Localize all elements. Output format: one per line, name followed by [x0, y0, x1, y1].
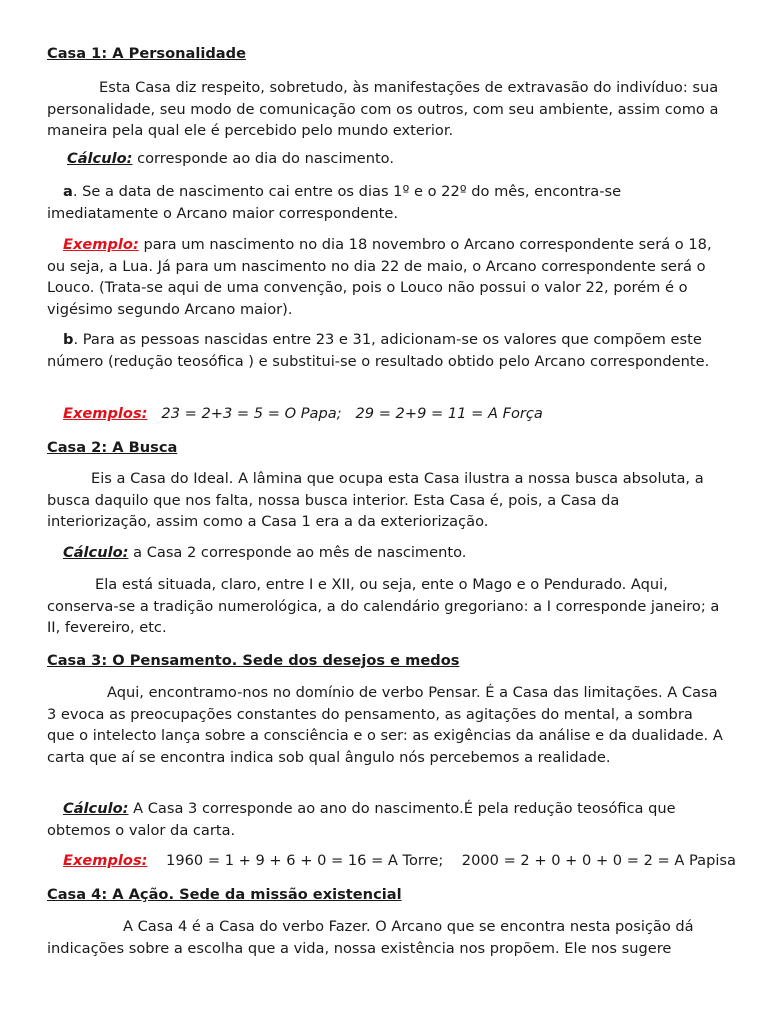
- casa3-calculo: [47, 798, 723, 841]
- calculo-label: Cálculo:: [67, 150, 133, 167]
- exemplos-label: Exemplos:: [63, 852, 148, 869]
- exemplo-text: para um nascimento no dia 18 novembro o Arcano correspondente será o 18, ou seja, a Lua. Já para um nascimento no dia 22 de maio, o Arcano correspondente será o Louco. (Trata-se aqui de uma convenção, pois o Louco não possui o valor 22, porém é o vigésimo segundo Arcano maior).: [47, 236, 712, 318]
- exemplos-text: 23 = 2+3 = 5 = O Papa; 29 = 2+9 = 11 = A Força: [161, 405, 543, 422]
- rule-a-marker: a: [63, 183, 73, 200]
- calculo-text: A Casa 3 corresponde ao ano do nascimento.É pela redução teosófica que obtemos o valor da carta.: [47, 800, 676, 839]
- casa2-detail: Ela está situada, claro, entre I e XII, ou seja, ente o Mago e o Pendurado. Aqui, conserva-se a tradição numerológica, a do calendário gregoriano: a I corresponde janeiro; a II, fevereiro, etc.: [47, 576, 720, 636]
- casa3-heading: Casa 3: O Pensamento. Sede dos desejos e medos: [47, 652, 460, 669]
- rule-b-marker: b: [63, 331, 74, 348]
- casa1-intro: Esta Casa diz respeito, sobretudo, às manifestações de extravasão do indivíduo: sua personalidade, seu modo de comunicação com os outros, com seu ambiente, assim como a maneira pela qual ele é percebido pelo mundo exterior.: [47, 79, 719, 139]
- calculo-label: Cálculo:: [63, 800, 129, 817]
- casa2-calculo: [47, 542, 723, 564]
- casa3-intro: Aqui, encontramo-nos no domínio de verbo Pensar. É a Casa das limitações. A Casa 3 evoca as preocupações constantes do pensamento, as agitações do mental, a sombra que o intelecto lança sobre a consciência e o ser: as exigências da análise e da dualidade. A carta que aí se encontra indica sob qual ângulo nós percebemos a realidade.: [47, 684, 723, 766]
- calculo-text: corresponde ao dia do nascimento.: [132, 150, 394, 167]
- casa2-intro: Eis a Casa do Ideal. A lâmina que ocupa esta Casa ilustra a nossa busca absoluta, a busca daquilo que nos falta, nossa busca interior. Esta Casa é, pois, a Casa da interiorização, assim como a Casa 1 era a da exteriorização.: [47, 470, 704, 530]
- casa1-rule-b: [47, 329, 723, 372]
- casa4-heading: Casa 4: A Ação. Sede da missão existencial: [47, 886, 402, 903]
- casa2-heading: Casa 2: A Busca: [47, 439, 178, 456]
- casa4-intro: A Casa 4 é a Casa do verbo Fazer. O Arcano que se encontra nesta posição dá indicações sobre a escolha que a vida, nossa existência nos propõem. Ele nos sugere: [47, 918, 694, 957]
- rule-a-text: . Se a data de nascimento cai entre os dias 1º e o 22º do mês, encontra-se imediatamente o Arcano maior correspondente.: [47, 183, 622, 222]
- casa3-exemplos: [47, 850, 736, 872]
- exemplos-label: Exemplos:: [63, 405, 148, 422]
- casa1-exemplo: [47, 234, 723, 320]
- rule-b-text: . Para as pessoas nascidas entre 23 e 31, adicionam-se os valores que compõem este número (redução teosófica ) e substitui-se o resultado obtido pelo Arcano correspondente.: [47, 331, 710, 370]
- calculo-label: Cálculo:: [63, 544, 129, 561]
- calculo-text: a Casa 2 corresponde ao mês de nascimento.: [128, 544, 467, 561]
- casa1-calculo: [47, 148, 723, 170]
- exemplo-label: Exemplo:: [63, 236, 139, 253]
- casa1-rule-a: [47, 181, 723, 224]
- casa1-exemplos: [47, 403, 723, 425]
- exemplos-text: 1960 = 1 + 9 + 6 + 0 = 16 = A Torre; 2000 = 2 + 0 + 0 + 0 = 2 = A Papisa: [166, 852, 736, 869]
- casa1-heading: Casa 1: A Personalidade: [47, 45, 247, 62]
